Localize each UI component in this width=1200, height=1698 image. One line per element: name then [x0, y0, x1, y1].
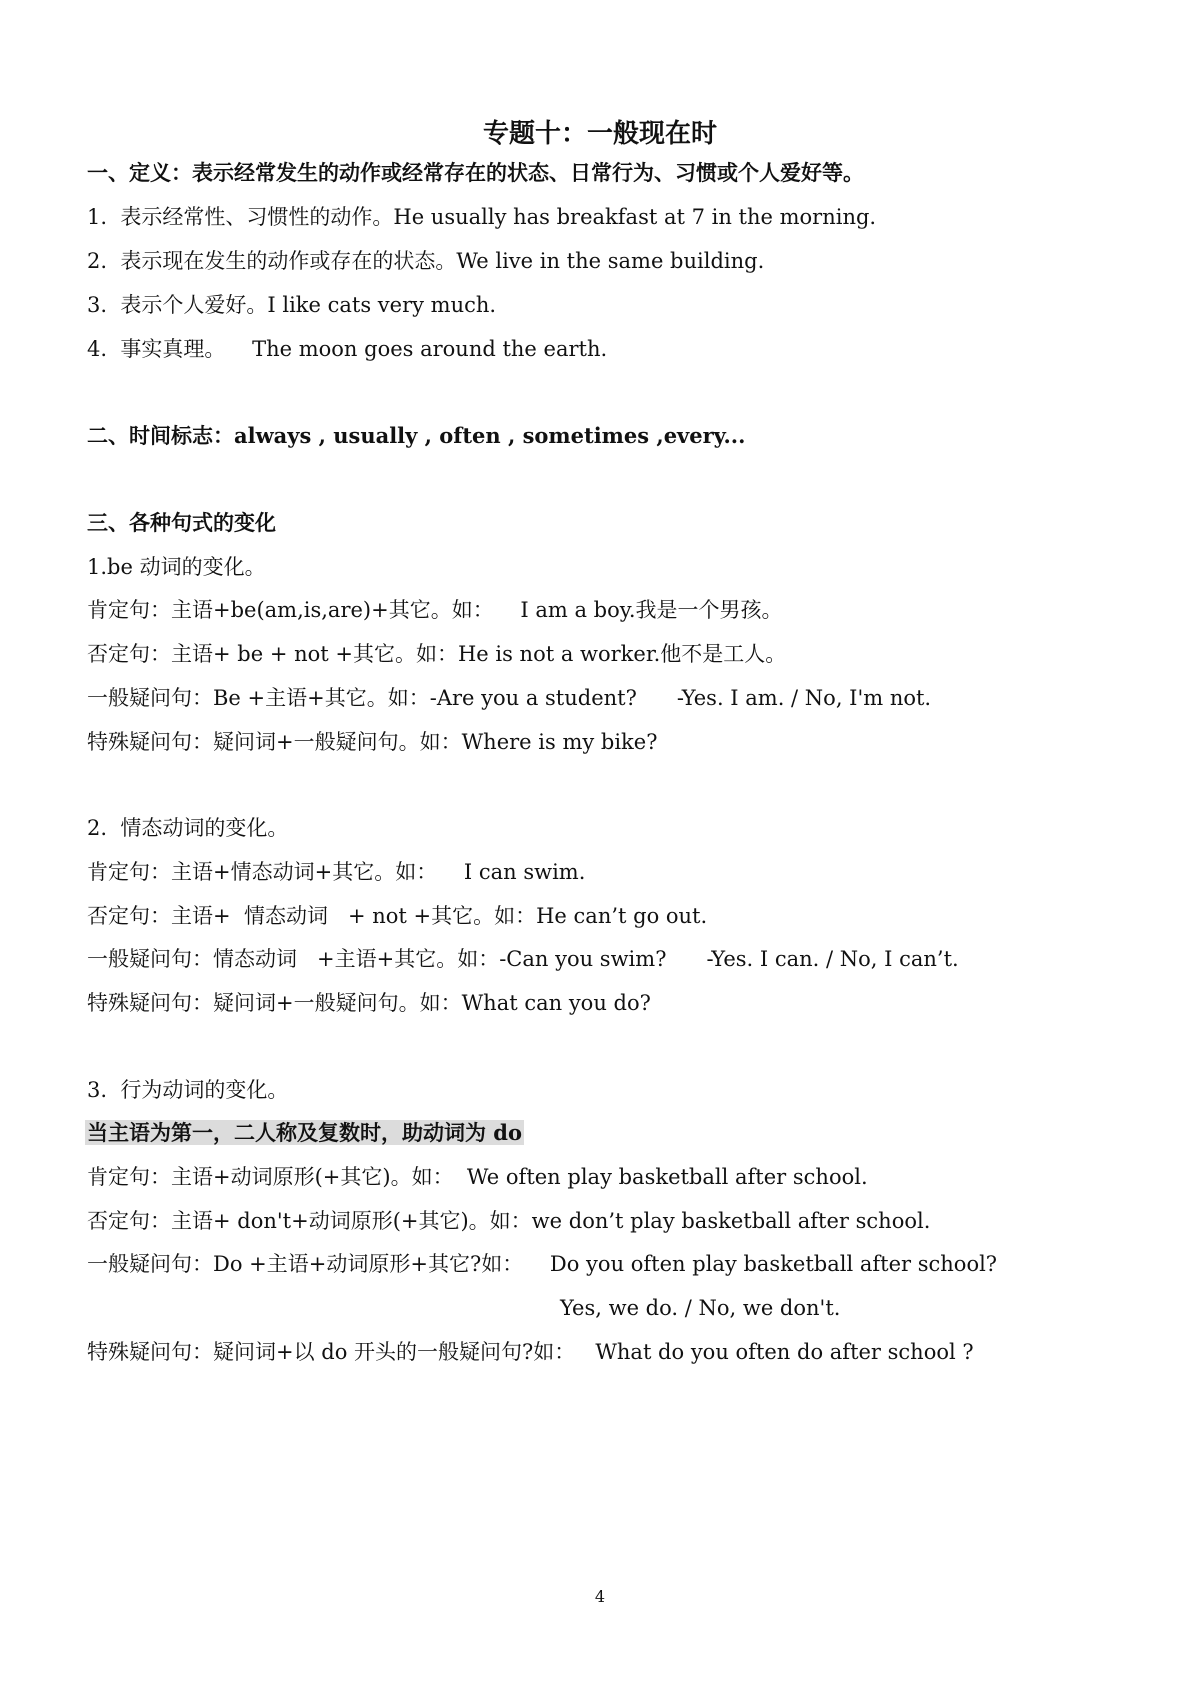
- definition-item-2: 2. 表示现在发生的动作或存在的状态。We live in the same building.: [87, 249, 765, 273]
- action-verb-subtitle: 3. 行为动词的变化。: [87, 1078, 289, 1102]
- action-verb-yes-no-question: 一般疑问句：Do +主语+动词原形+其它?如： Do you often play basketball after school?: [87, 1252, 998, 1276]
- action-verb-wh-question: 特殊疑问句：疑问词+以 do 开头的一般疑问句?如： What do you often do after school ?: [87, 1340, 974, 1364]
- definition-item-3: 3. 表示个人爱好。I like cats very much.: [87, 293, 497, 317]
- be-verb-negative: 否定句：主语+ be + not +其它。如：He is not a worker.他不是工人。: [87, 642, 787, 666]
- be-verb-wh-question: 特殊疑问句：疑问词+一般疑问句。如：Where is my bike?: [87, 730, 658, 754]
- page-number: 4: [594, 1587, 606, 1606]
- be-verb-subtitle: 1.be 动词的变化。: [87, 555, 266, 579]
- action-verb-answer: Yes, we do. / No, we don't.: [560, 1296, 841, 1320]
- page-title: 专题十：一般现在时: [482, 119, 717, 149]
- action-verb-negative: 否定句：主语+ don't+动词原形(+其它)。如：we don’t play basketball after school.: [87, 1209, 931, 1233]
- highlighted-rule: 当主语为第一，二人称及复数时，助动词为 do: [87, 1120, 522, 1145]
- modal-verb-yes-no-question: 一般疑问句：情态动词 +主语+其它。如：-Can you swim? -Yes. I can. / No, I can’t.: [87, 947, 959, 971]
- be-verb-yes-no-question: 一般疑问句：Be +主语+其它。如：-Are you a student? -Yes. I am. / No, I'm not.: [87, 686, 932, 710]
- be-verb-affirmative: 肯定句：主语+be(am,is,are)+其它。如： I am a boy.我是一个男孩。: [87, 598, 783, 622]
- modal-verb-negative: 否定句：主语+ 情态动词 + not +其它。如：He can’t go out.: [87, 904, 708, 928]
- sentence-patterns-heading: 三、各种句式的变化: [87, 510, 276, 535]
- modal-verb-affirmative: 肯定句：主语+情态动词+其它。如： I can swim.: [87, 860, 586, 884]
- time-markers-heading: 二、时间标志：always , usually , often , sometimes ,every...: [87, 423, 746, 448]
- definition-heading: 一、定义：表示经常发生的动作或经常存在的状态、日常行为、习惯或个人爱好等。: [87, 160, 864, 185]
- action-verb-affirmative: 肯定句：主语+动词原形(+其它)。如： We often play basketball after school.: [87, 1165, 868, 1189]
- modal-verb-subtitle: 2. 情态动词的变化。: [87, 816, 289, 840]
- definition-item-4: 4. 事实真理。 The moon goes around the earth.: [87, 337, 608, 361]
- definition-item-1: 1. 表示经常性、习惯性的动作。He usually has breakfast at 7 in the morning.: [87, 205, 877, 229]
- action-verb-highlight: [85, 1118, 524, 1148]
- modal-verb-wh-question: 特殊疑问句：疑问词+一般疑问句。如：What can you do?: [87, 991, 651, 1015]
